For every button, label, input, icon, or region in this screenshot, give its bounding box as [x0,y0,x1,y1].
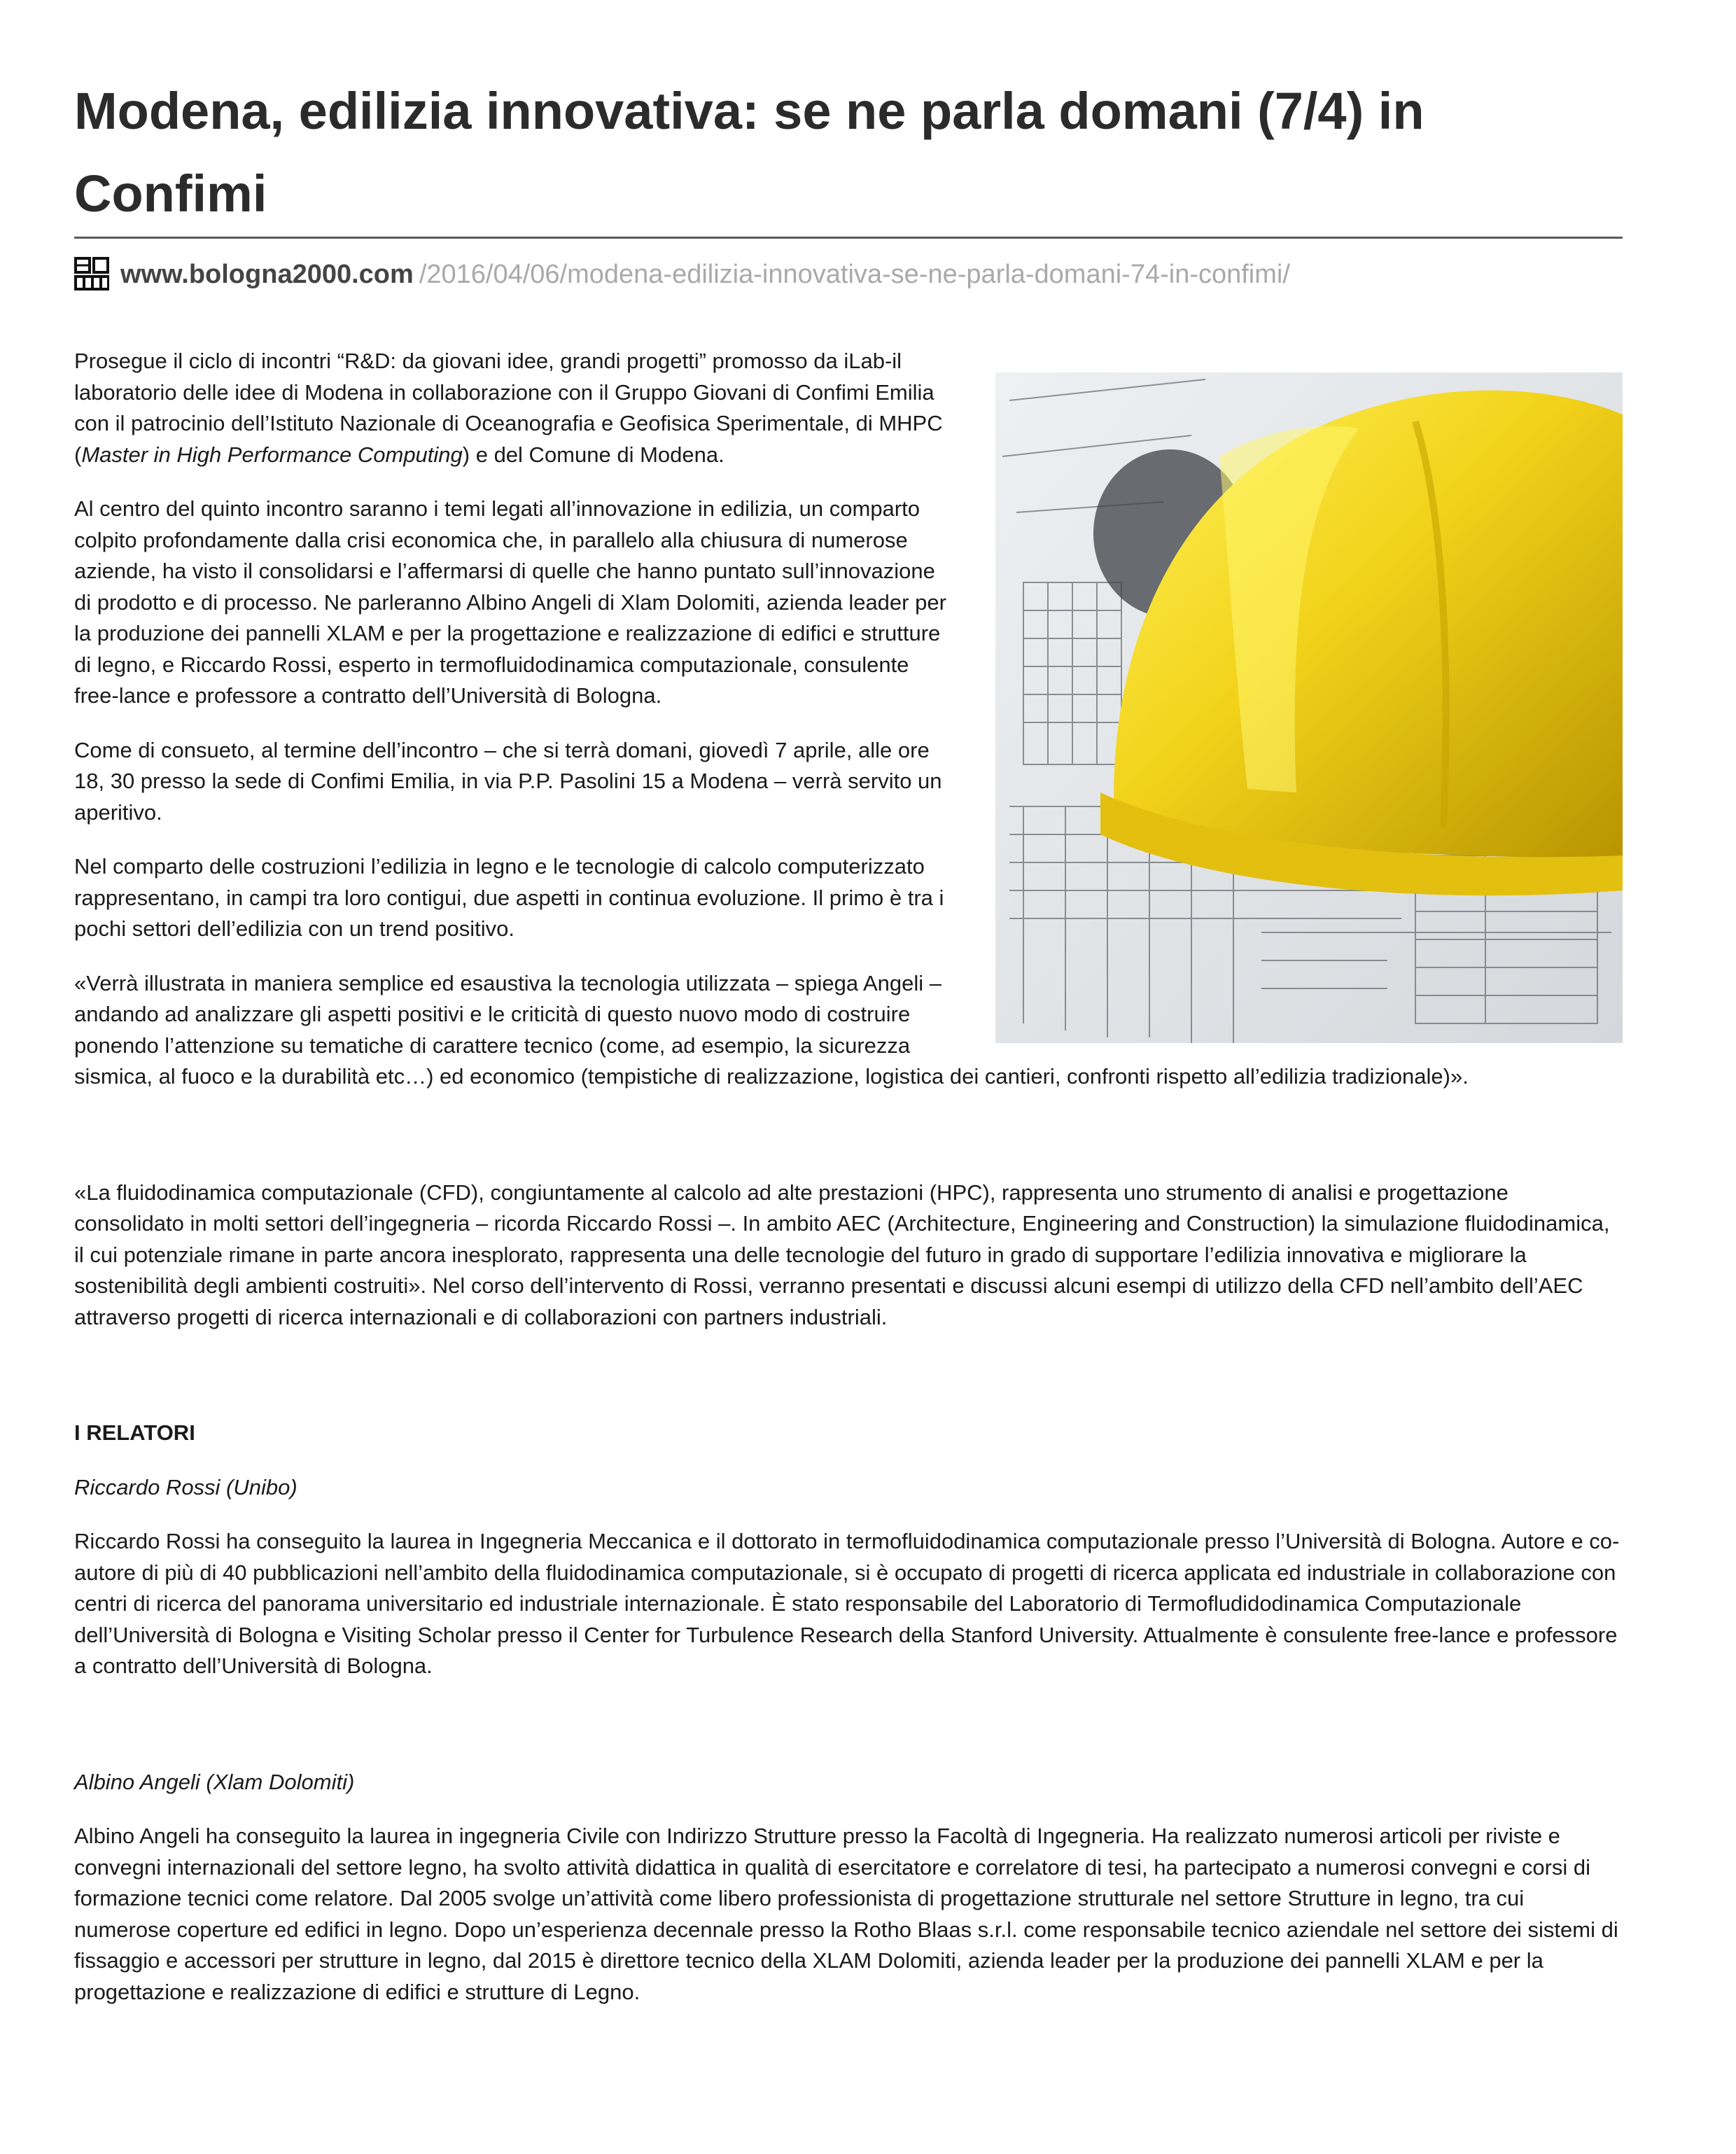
article-body [74,346,1623,2031]
title-divider [74,237,1623,239]
source-path[interactable]: /2016/04/06/modena-edilizia-innovativa-se-ne-parla-domani-74-in-confimi/ [419,259,1290,289]
paragraph-focus: Al centro del quinto incontro saranno i temi legati all’innovazione in edilizia, un comparto colpito profondamente dalla crisi economica che, in parallelo alla chiusura di numerose aziende, ha visto il consolidarsi e l’affermarsi di quelle che hanno puntato sull’innovazione di prodotto e di processo. Ne parleranno Albino Angeli di Xlam Dolomiti, azienda leader per la produzione dei pannelli XLAM e per la progettazione e realizzazione di edifici e strutture di legno, e Riccardo Rossi, esperto in termofluidodinamica computazionale, consulente free-lance e professore a contratto dell’Università di Bologna. [74,496,946,708]
spacer [74,1116,1623,1177]
speaker-angeli-name: Albino Angeli (Xlam Dolomiti) [74,1769,355,1794]
paragraph-angeli-quote: «Verrà illustrata in maniera semplice ed esaustiva la tecnologia utilizzata – spiega Angeli – andando ad analizzare gli aspetti positivi e le criticità di questo nuovo modo di costruire ponendo l’attenzione su tematiche di carattere tecnico (come, ad esempio, la sicurezza sismica, al fuoco e la durabilità etc…) ed economico (tempistiche di realizzazione, logistica dei cantieri, confronti rispetto all’edilizia tradizionale)». [74,970,1469,1089]
source-domain[interactable]: www.bologna2000.com [120,259,414,289]
source-line [74,255,1290,294]
paragraph-rossi-quote: «La fluidodinamica computazionale (CFD), congiuntamente al calcolo ad alte prestazioni (HPC), rappresenta uno strumento di analisi e progettazione consolidato in molti settori dell’ingegneria – ricorda Riccardo Rossi –. In ambito AEC (Architecture, Engineering and Construction) la simulazione fluidodinamica, il cui potenziale rimane in parte ancora inesplorato, rappresenta una delle tecnologie del futuro in grado di supportare l’edilizia innovativa e migliorare la sostenibilità degli ambienti costruiti». Nel corso dell’intervento di Rossi, verranno presentati e discussi alcuni esempi di utilizzo della CFD nell’ambito dell’AEC attraverso progetti di ricerca internazionali e di collaborazioni con partners industriali. [74,1180,1610,1329]
hard-hat-image [995,372,1623,1043]
spacer [74,1705,1623,1767]
paragraph-intro: Prosegue il ciclo di incontri “R&D: da giovani idee, grandi progetti” promosso da iLab-il laboratorio delle idee di Modena in collaborazione con il Gruppo Giovani di Confimi Emilia con il patrocinio dell’Istituto Nazionale di Oceanografia e Geofisica Sperimentale, di MHPC (Master in High Performance Computing) e del Comune di Modena. [74,349,943,467]
speakers-heading: I RELATORI [74,1420,195,1445]
paragraph-event: Come di consueto, al termine dell’incontro – che si terrà domani, giovedì 7 aprile, alle ore 18, 30 presso la sede di Confimi Emilia, in via P.P. Pasolini 15 a Modena – verrà servito un aperitivo. [74,737,942,825]
spacer [74,1356,1623,1418]
speaker-rossi-name: Riccardo Rossi (Unibo) [74,1474,298,1499]
paragraph-sector: Nel comparto delle costruzioni l’edilizia in legno e le tecnologie di calcolo computerizzato rappresentano, in campi tra loro contigui, due aspetti in continua evoluzione. Il primo è tra i pochi settori dell’edilizia con un trend positivo. [74,854,944,941]
speaker-angeli-bio: Albino Angeli ha conseguito la laurea in ingegneria Civile con Indirizzo Strutture presso la Facoltà di Ingegneria. Ha realizzato numerosi articoli per riviste e convegni internazionali del settore legno, ha svolto attività didattica in qualità di esercitatore e correlatore di tesi, ha partecipato a numerosi convegni e corsi di formazione tecnici come relatore. Dal 2005 svolge un’attività come libero professionista di progettazione strutturale nel settore Strutture in legno, tra cui numerose coperture ed edifici in legno. Dopo un’esperienza decennale presso la Rotho Blaas s.r.l. come responsabile tecnico aziendale nel settore dei sistemi di fissaggio e accessori per strutture in legno, dal 2015 è direttore tecnico della XLAM Dolomiti, azienda leader per la produzione dei pannelli XLAM e per la progettazione e realizzazione di edifici e strutture di Legno. [74,1824,1618,2004]
mhpc-emphasis: Master in High Performance Computing [81,442,463,467]
bologna2000-logo-icon [74,257,109,292]
article-title: Modena, edilizia innovativa: se ne parla domani (7/4) in Confimi [74,82,1424,223]
speaker-rossi-bio: Riccardo Rossi ha conseguito la laurea in Ingegneria Meccanica e il dottorato in termofluidodinamica computazionale presso l’Università di Bologna. Autore e co-autore di più di 40 pubblicazioni nell’ambito della fluidodinamica computazionale, si è occupato di progetti di ricerca applicata ed industriale in collaborazione con centri di ricerca del panorama universitario ed industriale internazionale. È stato responsabile del Laboratorio di Termofludidodinamica Computazionale dell’Università di Bologna e Visiting Scholar presso il Center for Turbulence Research della Stanford University. Attualmente è consulente free-lance e professore a contratto dell’Università di Bologna. [74,1529,1620,1678]
